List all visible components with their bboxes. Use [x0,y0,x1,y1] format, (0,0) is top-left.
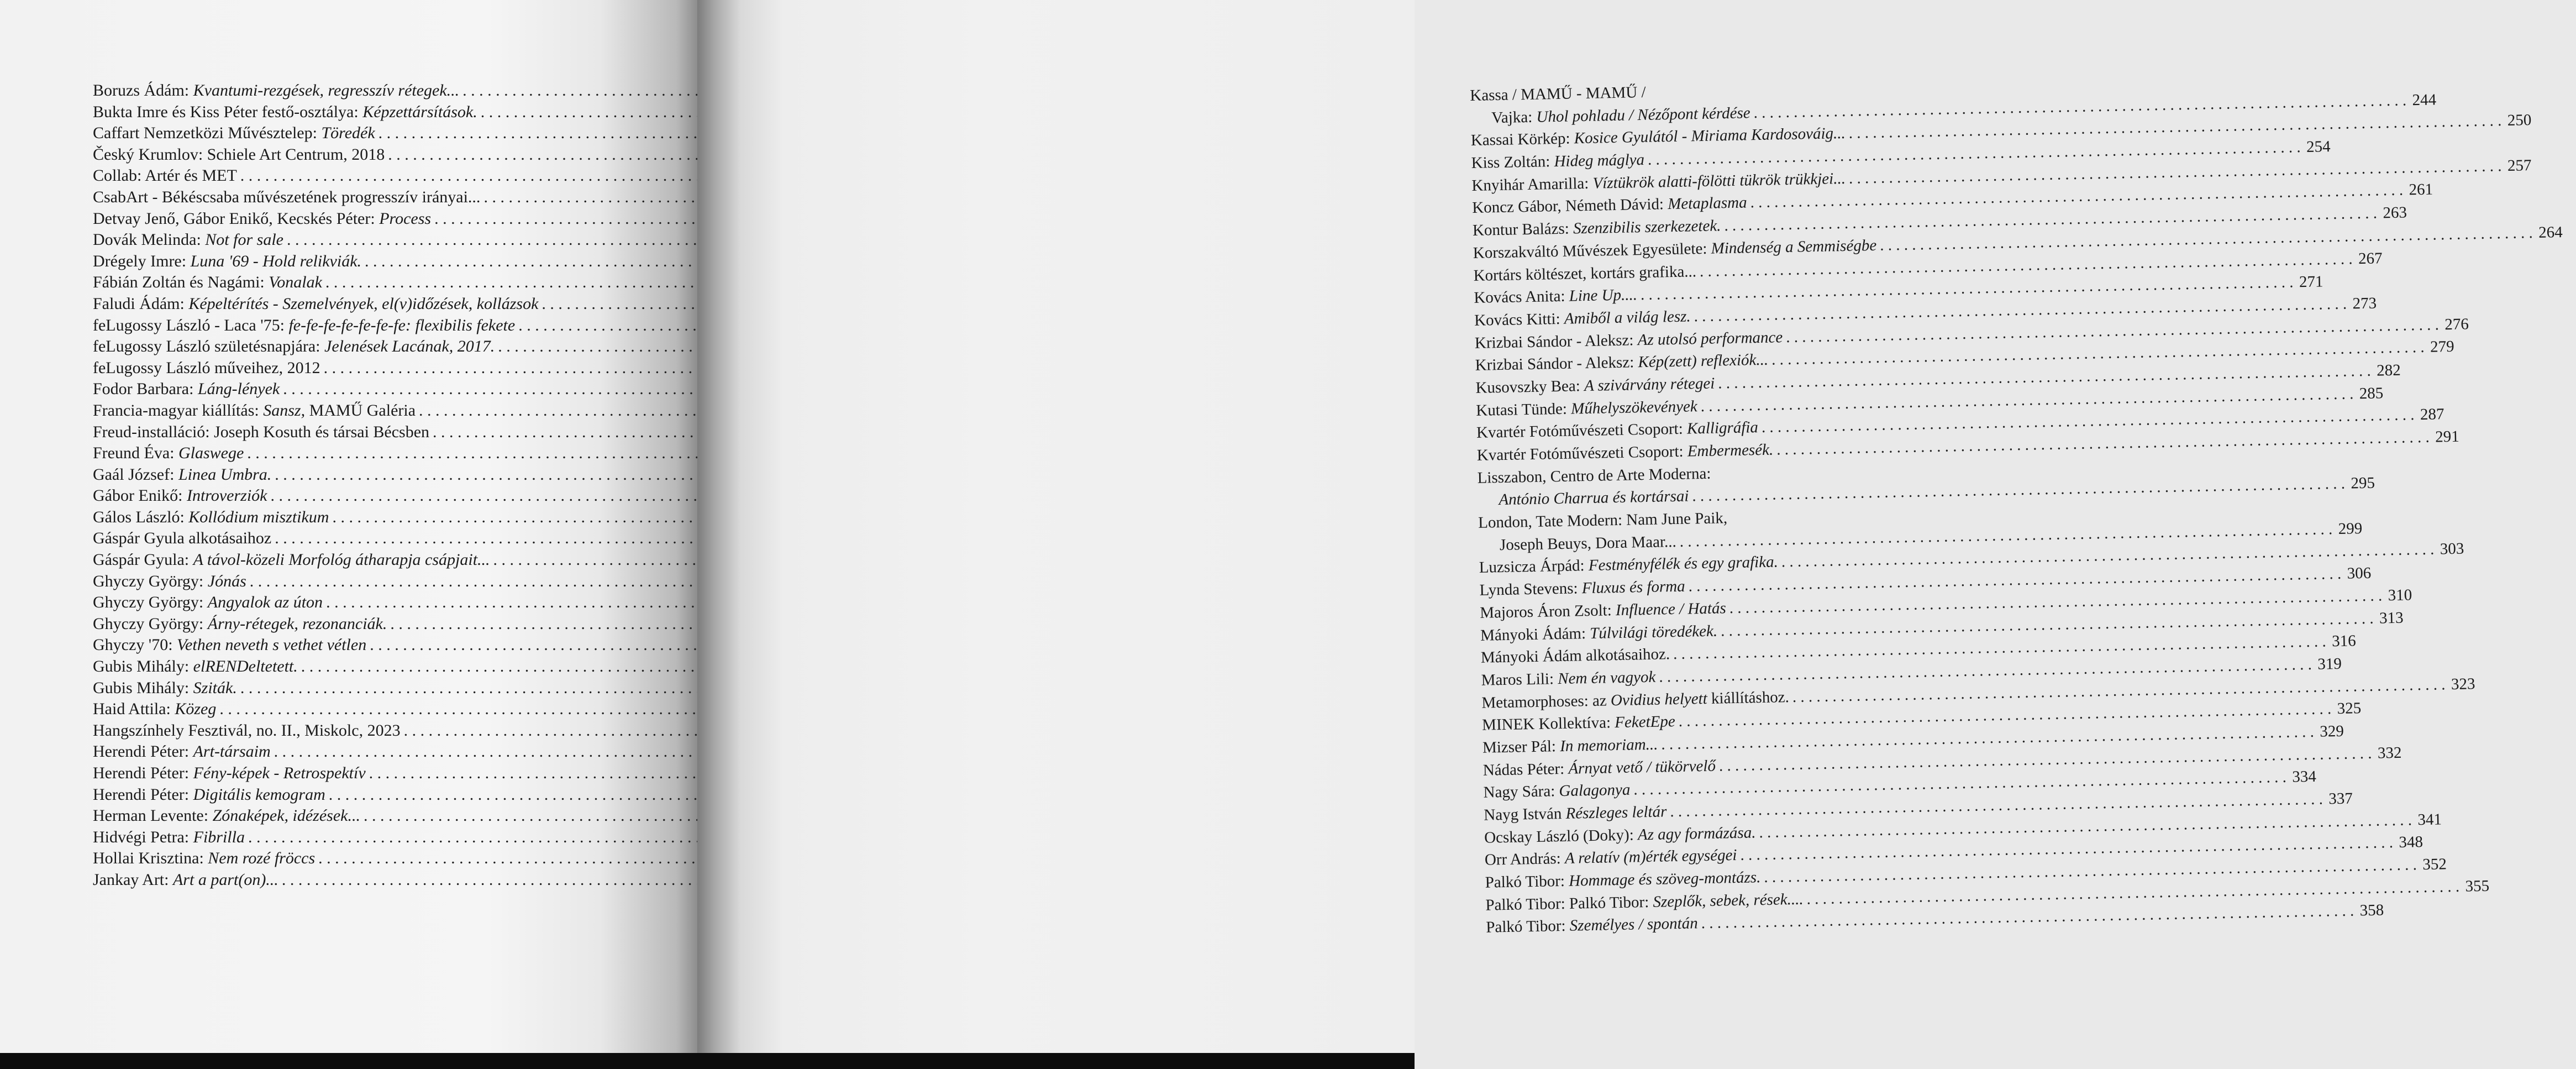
entry-text [93,827,245,848]
entry-text [1500,531,1676,557]
entry-author: Nádas Péter: [1482,759,1569,779]
page-number: 279 [2430,338,2454,356]
right-page [697,0,2563,1053]
toc-entry [93,614,640,635]
entry-author: Haid Attila: [93,700,175,719]
entry-author: Orr András: [1484,850,1565,869]
entry-title: Az utolsó performance [1637,328,1783,349]
entry-author: Ghyczy György: [93,572,208,590]
entry-text [93,805,360,827]
entry-text [93,422,429,443]
toc-entry [93,571,640,593]
toc-entry [93,784,640,806]
entry-title: Vonalak [269,273,322,292]
entry-author: Freud-installáció: Joseph Kosuth és társai Bécsben [93,422,430,441]
toc-entry [93,678,640,699]
entry-author: Luzsicza Árpád: [1479,557,1589,577]
entry-text [1481,643,1670,669]
entry-author: Kassai Körkép: [1470,129,1575,150]
entry-title: Fény-képek - Retrospektív [193,764,366,782]
entry-title: Személyes / spontán [1569,914,1698,935]
entry-author: Herman Levente: [93,806,213,825]
entry-text [93,656,298,678]
entry-author: Herendi Péter: [93,764,193,782]
entry-text [93,379,280,400]
entry-author: Hangszínhely Fesztivál, no. II., Miskolc, 2023 [93,721,401,740]
entry-author: feLugossy László - Laca '75: [93,316,289,334]
entry-text [93,635,366,656]
entry-title: Részleges leltár [1565,803,1667,822]
entry-text [1479,575,1685,602]
entry-author: Kontur Balázs: [1472,219,1574,240]
toc-entry [93,123,640,144]
entry-text [93,400,416,422]
entry-title: Art a part(on)... [172,870,278,889]
entry-text [93,315,515,337]
entry-title: Uhol pohladu / Nézőpont kérdése [1536,103,1750,126]
entry-author: Kovács Kitti: [1474,310,1565,329]
page-number: 358 [2359,901,2384,920]
entry-title: Jónás [207,572,246,590]
toc-entry [93,336,640,358]
toc-entry [93,102,640,123]
page-number: 250 [2507,111,2532,130]
entry-title: Szeplők, sebek, rések.... [1653,890,1804,911]
entry-title: elRENDeltetett. [193,657,298,676]
entry-text [93,699,216,720]
entry-author: feLugossy László műveihez, 2012 [93,358,320,377]
entry-author: Drégely Imre: [93,251,191,270]
page-number: 352 [2422,855,2447,874]
entry-title: A relatív (m)érték egységei [1564,846,1737,868]
entry-author: Lisszabon, Centro de Arte Moderna: [1477,464,1711,487]
entry-author: Kutasi Tünde: [1476,400,1571,420]
entry-title: António Charrua és kortársai [1499,487,1689,509]
entry-author: Hidvégi Petra: [93,827,193,846]
toc-entry [93,827,640,848]
entry-title: Kosice Gyulától - Miriama Kardosováig... [1574,124,1846,148]
entry-author: Majoros Áron Zsolt: [1480,601,1616,622]
toc-entry [93,422,640,443]
entry-text [93,528,271,549]
entry-title: Sansz, [263,401,306,420]
entry-text [93,763,366,784]
entry-title: Glaswege [178,444,244,463]
toc-entry [93,485,640,507]
entry-title: Angyalok az úton [207,593,323,612]
toc-entry [93,229,640,251]
entry-title: Line Up.... [1569,286,1638,305]
toc-entry [93,741,640,763]
entry-author: Bukta Imre és Kiss Péter festő-osztálya: [93,102,363,121]
toc-entry [93,656,640,678]
entry-author: Český Krumlov: Schiele Art Centrum, 2018 [93,145,385,164]
entry-title: Kvantumi-rezgések, regresszív rétegek... [193,81,460,99]
entry-title: Közeg [175,700,217,719]
entry-title: Kalligráfia [1686,418,1759,438]
toc-entry [93,720,640,742]
page-number: 306 [2347,564,2372,583]
entry-author: Gubis Mihály: [93,657,193,676]
entry-text [1486,913,1698,939]
entry-title: Az agy formázása. [1637,824,1756,844]
page-number: 267 [2358,249,2383,268]
entry-author: Vajka: [1491,108,1537,127]
page-number: 276 [2444,315,2469,333]
entry-title: Nem én vagyok [1557,668,1656,688]
entry-text [93,358,320,379]
entry-author: Kortárs költészet, kortárs grafika... [1473,262,1697,285]
entry-title: Sziták. [193,678,237,697]
entry-text [1482,733,1658,759]
entry-title: In memoriam... [1559,735,1658,756]
entry-title: Digitális kemogram [193,785,325,804]
page-number: 257 [2507,156,2532,175]
entry-author: Nagy Sára: [1483,782,1559,802]
entry-author: Nayg István [1484,804,1566,824]
entry-author: Koncz Gábor, Németh Dávid: [1471,195,1668,217]
entry-author: Mizser Pál: [1482,737,1560,757]
entry-text [1482,710,1675,736]
entry-text [1471,149,1644,175]
entry-title: Introverziók [186,486,267,505]
entry-text [93,869,278,891]
entry-text [93,720,401,742]
entry-author: Faludi Ádám: [93,294,189,313]
entry-author: Ocskay László (Doky): [1484,826,1638,847]
entry-author: Gaál József: [93,465,178,484]
entry-title: Linea Umbra. [178,465,272,484]
toc-entry [93,379,640,400]
entry-title: Fibrilla [193,827,245,846]
page-number: 303 [2440,540,2464,558]
toc-entry [93,400,640,422]
entry-text [93,229,283,251]
entry-text [93,549,490,571]
page-number: 273 [2352,294,2377,313]
page-number: 295 [2351,474,2375,492]
page-number: 285 [2359,384,2384,402]
page-number: 325 [2337,699,2362,718]
toc-entry [93,805,640,827]
entry-author: London, Tate Modern: Nam June Paik, [1478,509,1728,532]
entry-title: Szenzibilis szerkezetek. [1573,217,1721,238]
entry-title: Art-társaim [193,742,271,761]
entry-text [93,784,325,806]
entry-text [1499,485,1689,511]
entry-author: feLugossy László születésnapjára: [93,337,325,356]
entry-text [93,507,329,528]
entry-text [93,123,375,144]
entry-author: Maros Lili: [1481,670,1558,689]
toc-entry [93,358,640,379]
entry-title: Galagonya [1559,780,1631,800]
entry-text [93,144,385,166]
entry-title: Metaplasma [1667,193,1747,213]
entry-text [93,80,459,102]
entry-text [93,614,387,635]
entry-text [93,336,495,358]
entry-author: CsabArt - Békéscsaba művészetének progresszív irányai... [93,187,481,206]
entry-author: Gálos László: [93,507,189,526]
page-number: 355 [2465,877,2490,895]
entry-author: Kiss Zoltán: [1471,153,1554,172]
toc-entry [93,294,640,315]
entry-text [93,571,246,593]
entry-author: Kassa / MAMŰ - MAMŰ / [1470,83,1646,104]
left-page [0,0,697,1053]
toc-entry [93,80,640,102]
entry-title: A szivárvány rétegei [1584,374,1715,395]
entry-title: Festményfélék és egy grafika. [1588,553,1779,575]
page-number: 337 [2328,789,2353,808]
scanner-edge [0,1053,1415,1069]
entry-author: Krizbai Sándor - Aleksz: [1474,331,1638,352]
entry-text [93,678,237,699]
entry-author: Palkó Tibor: [1485,872,1569,892]
entry-author: Krizbai Sándor - Aleksz: [1475,353,1638,375]
toc-entry [93,187,640,208]
entry-title: A távol-közeli Morfológ átharapja csápjait... [193,551,490,569]
entry-author: Detvay Jenő, Gábor Enikő, Kecskés Péter: [93,209,380,228]
entry-author: Herendi Péter: [93,742,193,761]
page-number: 287 [2420,405,2444,424]
entry-title: FeketEpe [1614,712,1675,732]
entry-title: Zónaképek, idézések... [212,806,360,825]
entry-author: Ghyczy György: [93,614,208,633]
entry-text [1484,800,1667,826]
page-number: 271 [2299,273,2323,291]
entry-text [93,165,237,187]
toc-entry [93,549,640,571]
entry-title: fe-fe-fe-fe-fe-fe-fe: flexibilis fekete [288,316,516,334]
entry-title: Képzettársítások. [362,102,477,121]
entry-title: Túlvilági töredékek. [1589,622,1718,642]
entry-text [93,592,323,614]
toc-entry [93,869,640,891]
entry-text [93,208,431,230]
entry-author: Freund Éva: [93,444,178,463]
entry-title: Influence / Hatás [1615,599,1726,619]
entry-author: Joseph Beuys, Dora Maar... [1499,532,1677,554]
toc-entry [93,272,640,294]
toc-entry [93,528,640,549]
entry-author: Gábor Enikő: [93,486,187,505]
entry-title: Luna '69 - Hold relikviák. [190,251,362,270]
page-number: 254 [2306,138,2331,156]
page-number: 348 [2399,833,2423,852]
entry-author: Fodor Barbara: [93,380,198,399]
toc-entry [93,208,640,230]
entry-text [93,443,244,464]
page-number: 299 [2338,519,2363,538]
page-number: 263 [2383,203,2407,222]
page-number: 291 [2435,427,2460,446]
entry-text [1483,779,1631,804]
page-number: 310 [2388,586,2412,605]
entry-extra: kiállításhoz. [1707,688,1790,708]
toc-entry [93,763,640,784]
entry-text [93,485,267,507]
entry-author: Mányoki Ádám: [1480,624,1590,644]
entry-extra: MAMŰ Galéria [305,401,416,420]
toc-entry [93,635,640,656]
entry-text [93,102,477,123]
dot-leader [1715,473,1977,478]
entry-author: Jankay Art: [93,870,173,889]
toc-entry [93,464,640,486]
entry-title: Töredék [321,124,375,143]
entry-author: MINEK Kollektíva: [1481,714,1615,735]
entry-title: Amiből a világ lesz. [1564,307,1691,328]
page-number: 332 [2377,743,2402,762]
entry-author: Herendi Péter: [93,785,193,804]
page-number: 244 [2412,91,2437,109]
entry-text [93,294,538,315]
entry-author: Ghyczy '70: [93,636,177,654]
entry-title: Árnyat vető / tükörvelő [1568,757,1716,778]
entry-author: Kvartér Fotóművészeti Csoport: [1476,420,1687,442]
entry-title: Vethen neveth s vethet vétlen [177,636,367,654]
toc-entry [93,507,640,528]
entry-author: Hollai Krisztina: [93,849,208,868]
entry-title: Nem rozé fröccs [208,849,316,868]
entry-text [93,741,271,763]
toc-entry [93,144,640,166]
entry-author: Francia-magyar kiállítás: [93,401,264,420]
entry-title: Embermesék. [1687,441,1774,460]
entry-title: Víztükrök alatti-fölötti tükrök trükkjei... [1592,169,1846,192]
entry-title: Hideg máglya [1554,151,1645,171]
entry-author: Caffart Nemzetközi Művésztelep: [93,124,322,143]
entry-author: Ghyczy György: [93,593,208,612]
entry-text [1481,666,1655,692]
entry-author: Palkó Tibor: Palkó Tibor: [1485,893,1653,914]
page-number: 313 [2379,609,2404,627]
page-number: 319 [2317,654,2342,673]
entry-title: Mindenség a Semmiségbe [1711,236,1877,258]
toc-entry [93,592,640,614]
entry-author: Kusovszky Bea: [1475,377,1585,397]
entry-author: Mányoki Ádám alkotásaihoz. [1480,645,1670,667]
toc-entry [93,848,640,869]
entry-text [93,464,271,486]
toc-entry [93,443,640,464]
entry-author: Dovák Melinda: [93,230,206,249]
toc-entry [93,699,640,720]
entry-author: Kvartér Fotóművészeti Csoport: [1476,442,1688,464]
page-number: 261 [2409,181,2433,199]
table-of-contents-right [1470,75,2563,939]
entry-author: Kovács Anita: [1474,287,1570,307]
entry-text [93,187,480,208]
page-number: 323 [2451,674,2475,693]
page-number: 264 [2538,223,2563,242]
entry-text [93,272,322,294]
entry-title: Process [379,209,432,228]
entry-title: Képeltérítés - Szemelvények, el(v)időzések, kollázsok [188,294,539,313]
page-number: 316 [2331,632,2356,651]
page-number: 282 [2376,361,2401,380]
entry-title: Kép(zett) reflexiók... [1638,350,1769,371]
entry-author: Fábián Zoltán és Nagámi: [93,273,269,292]
entry-text [93,251,361,273]
entry-author: Palkó Tibor: [1485,917,1570,937]
entry-title: Fluxus és forma [1581,577,1685,598]
entry-author: Collab: Artér és MET [93,166,237,185]
entry-text [1470,81,1646,107]
page-number: 334 [2292,768,2317,786]
entry-author: Gáspár Gyula: [93,551,193,569]
dot-leader [1649,91,1970,97]
entry-title: Kollódium misztikum [188,507,329,526]
entry-title: Műhelyszökevények [1570,397,1698,418]
entry-author: Gáspár Gyula alkotásaihoz [93,529,272,548]
entry-author: Knyihár Amarilla: [1471,174,1593,195]
entry-title: Láng-lények [197,380,280,399]
page-number: 341 [2417,810,2442,829]
entry-title: Árny-rétegek, rezonanciák. [207,614,387,633]
entry-author: Metamorphoses: az [1481,691,1611,712]
toc-entry [93,165,640,187]
page-number: 329 [2320,722,2344,741]
entry-title: Jelenések Lacának, 2017. [324,337,495,356]
toc-entry [93,251,640,273]
entry-author: Boruzs Ádám: [93,81,193,99]
entry-title: Hommage és szöveg-montázs. [1568,868,1761,890]
entry-title: Not for sale [205,230,283,249]
entry-author: Korszakváltó Művészek Egyesülete: [1473,239,1711,262]
dot-leader [1731,518,1978,523]
entry-text [1474,284,1637,309]
table-of-contents-left [93,80,640,891]
entry-text [93,848,315,869]
toc-entry [93,315,640,337]
entry-title: Ovidius helyett [1610,689,1708,709]
entry-author: Gubis Mihály: [93,678,193,697]
entry-author: Lynda Stevens: [1479,579,1583,599]
